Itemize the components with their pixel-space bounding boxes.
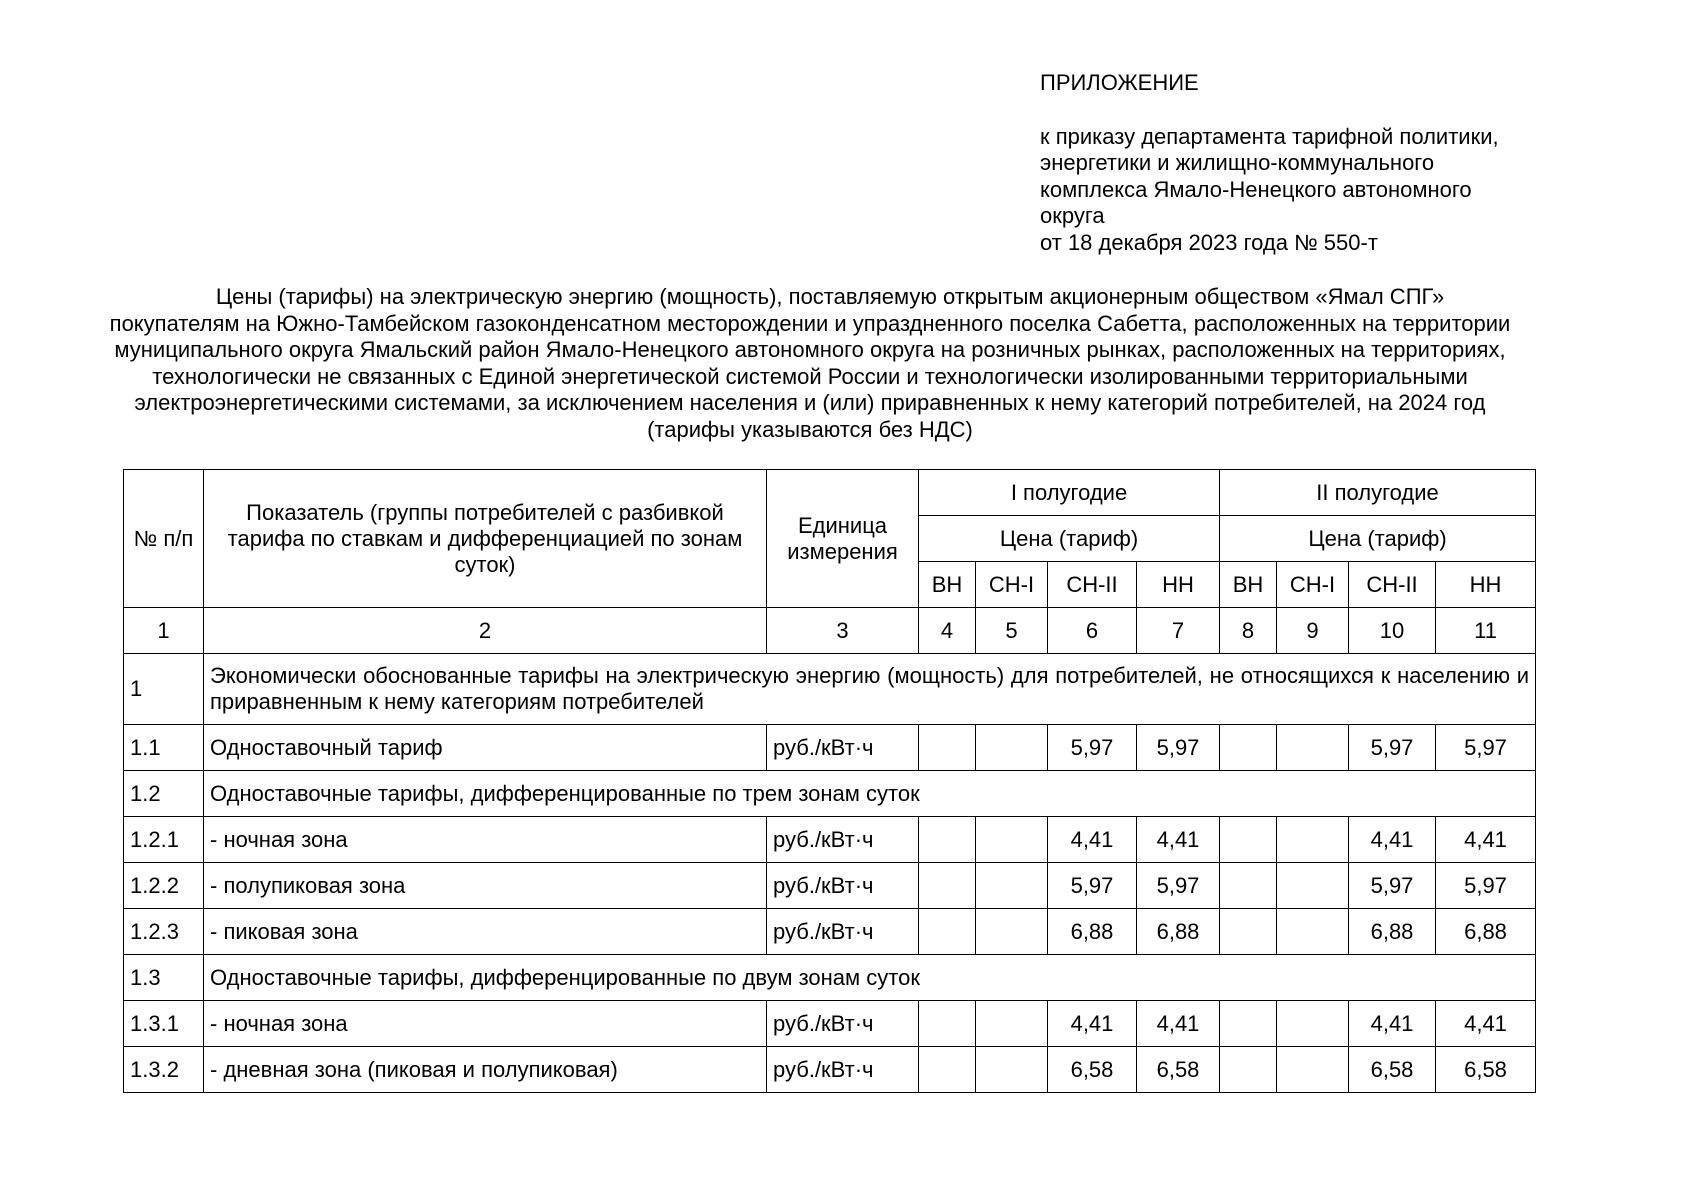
header-num: № п/п (124, 470, 204, 608)
appendix-order-date: от 18 декабря 2023 года № 550-т (1040, 229, 1378, 255)
value-cell (976, 863, 1048, 909)
level-vn: ВН (919, 562, 976, 608)
header-indicator: Показатель (группы потребителей с разбивкой тарифа по ставкам и дифференциацией по зонам суток) (204, 470, 767, 608)
column-number: 7 (1137, 608, 1220, 654)
row-num: 1.2.2 (124, 863, 204, 909)
row-unit: руб./кВт·ч (767, 725, 919, 771)
row-name: - пиковая зона (204, 909, 767, 955)
value-cell (1277, 817, 1349, 863)
value-cell (976, 725, 1048, 771)
table-row (124, 725, 1536, 771)
table-row (124, 817, 1536, 863)
value-cell: 6,58 (1137, 1047, 1220, 1093)
column-number: 8 (1220, 608, 1277, 654)
table-row (124, 1001, 1536, 1047)
title-line: покупателям на Южно-Тамбейском газоконденсатном месторождении и упраздненного поселка Сабетта, расположенных на территории (109, 310, 1511, 336)
value-cell: 4,41 (1137, 1001, 1220, 1047)
row-num: 1.1 (124, 725, 204, 771)
tariff-table (123, 469, 1536, 1093)
column-number: 11 (1436, 608, 1536, 654)
value-cell: 5,97 (1048, 863, 1137, 909)
value-cell: 4,41 (1048, 1001, 1137, 1047)
value-cell (1220, 1047, 1277, 1093)
level-sn2: СН-II (1048, 562, 1137, 608)
value-cell: 5,97 (1137, 725, 1220, 771)
value-cell: 4,41 (1137, 817, 1220, 863)
value-cell: 6,58 (1436, 1047, 1536, 1093)
level-sn2: СН-II (1349, 562, 1436, 608)
value-cell (919, 817, 976, 863)
header-half-2: II полугодие (1220, 470, 1536, 516)
appendix-block (1040, 70, 1640, 256)
value-cell: 6,88 (1048, 909, 1137, 955)
value-cell: 5,97 (1048, 725, 1137, 771)
column-number: 5 (976, 608, 1048, 654)
appendix-title: ПРИЛОЖЕНИЕ (1040, 70, 1199, 95)
level-sn1: СН-I (1277, 562, 1349, 608)
row-num: 1.2.1 (124, 817, 204, 863)
level-nn: НН (1436, 562, 1536, 608)
value-cell (976, 1047, 1048, 1093)
section-row (124, 955, 1536, 1001)
value-cell: 5,97 (1137, 863, 1220, 909)
row-name: - ночная зона (204, 1001, 767, 1047)
value-cell (976, 817, 1048, 863)
value-cell: 5,97 (1349, 725, 1436, 771)
section-text: Экономически обоснованные тарифы на электрическую энергию (мощность) для потребителей, не относящихся к населению и приравненным к нему категориям потребителей (204, 654, 1536, 725)
value-cell: 4,41 (1349, 1001, 1436, 1047)
value-cell: 5,97 (1436, 863, 1536, 909)
value-cell: 5,97 (1436, 725, 1536, 771)
column-number: 1 (124, 608, 204, 654)
column-number: 4 (919, 608, 976, 654)
table-row (124, 863, 1536, 909)
header-row (124, 470, 1536, 516)
row-num: 1.3 (124, 955, 204, 1001)
value-cell (919, 863, 976, 909)
title-note: (тарифы указываются без НДС) (647, 416, 973, 442)
value-cell (976, 909, 1048, 955)
row-unit: руб./кВт·ч (767, 1047, 919, 1093)
title-line: муниципального округа Ямальский район Ямало-Ненецкого автономного округа на розничных рынках, расположенных на территориях, (114, 337, 1506, 362)
row-num: 1.3.1 (124, 1001, 204, 1047)
appendix-line: округа (1040, 203, 1105, 228)
value-cell (919, 1001, 976, 1047)
title-line: Цены (тарифы) на электрическую энергию (мощность), поставляемую открытым акционерным обществом «Ямал СПГ» (215, 284, 1445, 309)
appendix-line: энергетики и жилищно-коммунального (1040, 150, 1435, 175)
section-row (124, 654, 1536, 725)
value-cell (976, 1001, 1048, 1047)
row-name: - ночная зона (204, 817, 767, 863)
value-cell: 4,41 (1048, 817, 1137, 863)
column-number: 2 (204, 608, 767, 654)
row-unit: руб./кВт·ч (767, 863, 919, 909)
row-num: 1.2.3 (124, 909, 204, 955)
row-unit: руб./кВт·ч (767, 817, 919, 863)
row-unit: руб./кВт·ч (767, 909, 919, 955)
section-text: Одноставочные тарифы, дифференцированные по двум зонам суток (204, 955, 1536, 1001)
column-number: 9 (1277, 608, 1349, 654)
document-title (20, 284, 1600, 443)
value-cell: 6,88 (1436, 909, 1536, 955)
row-unit: руб./кВт·ч (767, 1001, 919, 1047)
level-sn1: СН-I (976, 562, 1048, 608)
row-num: 1.2 (124, 771, 204, 817)
value-cell (919, 725, 976, 771)
value-cell (1220, 1001, 1277, 1047)
section-row (124, 771, 1536, 817)
row-name: - полупиковая зона (204, 863, 767, 909)
row-name: - дневная зона (пиковая и полупиковая) (204, 1047, 767, 1093)
value-cell (1277, 1001, 1349, 1047)
header-unit: Единица измерения (767, 470, 919, 608)
column-number: 6 (1048, 608, 1137, 654)
level-nn: НН (1137, 562, 1220, 608)
row-name: Одноставочный тариф (204, 725, 767, 771)
appendix-line: к приказу департамента тарифной политики, (1040, 123, 1499, 149)
value-cell (1277, 909, 1349, 955)
header-price-2: Цена (тариф) (1220, 516, 1536, 562)
level-vn: ВН (1220, 562, 1277, 608)
value-cell (1277, 863, 1349, 909)
column-number: 3 (767, 608, 919, 654)
section-text: Одноставочные тарифы, дифференцированные по трем зонам суток (204, 771, 1536, 817)
title-line: технологически не связанных с Единой энергетической системой России и технологически изолированными территориальными (152, 363, 1468, 389)
value-cell: 4,41 (1436, 1001, 1536, 1047)
header-half-1: I полугодие (919, 470, 1220, 516)
value-cell: 4,41 (1436, 817, 1536, 863)
value-cell: 6,58 (1349, 1047, 1436, 1093)
row-num: 1 (124, 654, 204, 725)
value-cell (1220, 817, 1277, 863)
appendix-line: комплекса Ямало-Ненецкого автономного (1040, 176, 1472, 202)
value-cell (919, 909, 976, 955)
value-cell: 4,41 (1349, 817, 1436, 863)
value-cell (1277, 725, 1349, 771)
title-line: электроэнергетическими системами, за исключением населения и (или) приравненных к нему категорий потребителей, на 2024 год (134, 390, 1486, 415)
row-num: 1.3.2 (124, 1047, 204, 1093)
value-cell: 5,97 (1349, 863, 1436, 909)
value-cell (1277, 1047, 1349, 1093)
value-cell: 6,58 (1048, 1047, 1137, 1093)
value-cell (919, 1047, 976, 1093)
table-row (124, 1047, 1536, 1093)
header-price-1: Цена (тариф) (919, 516, 1220, 562)
value-cell: 6,88 (1349, 909, 1436, 955)
value-cell (1220, 863, 1277, 909)
table-row (124, 909, 1536, 955)
column-numbers-row (124, 608, 1536, 654)
value-cell: 6,88 (1137, 909, 1220, 955)
value-cell (1220, 909, 1277, 955)
column-number: 10 (1349, 608, 1436, 654)
value-cell (1220, 725, 1277, 771)
